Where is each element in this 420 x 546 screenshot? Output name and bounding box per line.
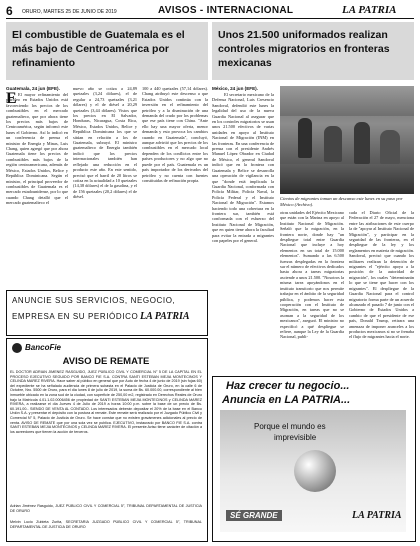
left-article-col1: El mayor refinamiento del petróleo en Estados Unidos está favoreciendo los precios de los combustibles en el mercado guatemalteco, que por ahora tiene los precios más bajos de Centroamérica, según informó este lunes el Gobierno. Así lo indicó en un conferencia de prensa el ministro de Energía y Minas, Luis Chang, quien agregó que por ahora Guatemala tiene los precios de combustibles más bajos de la región centroamericana, además de México, Estados Unidos, Belice y República Dominicana. Según el ministro, el principal proveedor de combustibles de Guatemala es el mercado estadounidense, por lo que cuando Chang detalló que el mercado guatemalteco el [6,92,68,206]
migrants-photo [280,86,414,194]
photo-caption: Cientos de migrantes toman un descanso este lunes en su paso por México (Archivo). [280,196,403,207]
promo-ad-line1: ANUNCIE SUS SERVICIOS, NEGOCIO, [12,296,176,305]
left-headline: El combustible de Guatemala es el más bajo de Centroamérica por refinamiento [12,29,185,69]
growth-ad-tagline2: imprevisible [274,433,317,442]
right-dateline: México, 24 jun (EFE). [212,86,258,91]
left-article-col2: nuevo año se cotiza a 24,89 quetzales (3,24 dólares), el de regular a 24,73 quetzales (3,21 dólares) y el de diésel a 20,29 quetzales (3,44 dólares). Vistos que los precios en El Salvador, Honduras, Nicaragua, Costa Rica, México, Estados Unidos, Belice y República Dominicana los que se sitúan en relación a los de Guatemala, subrayó. El ministro guatemalteco de Energía también indicó que los precios internacionales también han reflejado una reducción en el producto este año. En este sentido, precisó que el barril de 20 litros se cotiza en la actualidad a 10 quetzales (14,38 dólares) el de la gasolina, y el de 156 quetzales (20,2 dólares) el de diésel. [73,86,137,200]
page-number: 6 [6,4,13,18]
right-article-col2: otras unidades del Ejército Mexicano que están con la Marina en apoyo al Instituto Nacional de Migración. Señaló que la migración, en la frontera norte, donde hay "un despliegue total entre Guardia Nacional que incluye a hoy elementos en un total de 15.000 elementos". Sumando a las 6.500 fuerzas desplegadas en la frontera sur el número de efectivos dedicados hasta ahora a tareas migratorias asciende a unos 21.500. "Nosotros la misma tarea apoyándonos en el instituto transitorio que nos permite trabajar en el ámbito de la seguridad pública, y podemos hacer esta cooperación con el Instituto de Migración, en tareas que no se asoman a la seguridad de los mexicanos", aseguró. El ministro no especificó a qué despliegue se refiere, aunque la Ley de la Guardia Nacional, publi- [280,210,344,340]
left-article-col3: 100 a 440 quetzales (57,14 dólares). Chang atribuyó este descenso a que Estados Unidos continúa con la inversión en el refinamiento del petróleo y a la disminución de una demanda del crudo por los problemas que ese país tiene con China. "Ante ello hay una mayor oferta, menor demanda y esto provoca los cambios cuando en Guatemala", concluyó, aunque advirtió que los precios de los combustibles en el mercado local dependen de los conflictos entre los países productores y no algo que no puede por el país. Guatemala es un país importador de los derivados del petróleo y no cuenta con fuentes constituidas de refinación propia. [142,86,208,183]
left-dateline: Guatemala, 24 jun (EFE). [6,86,60,91]
section-title: AVISOS - INTERNACIONAL [158,5,294,16]
bank-name: BancoFie [25,343,62,352]
growth-ad-globe-icon [294,450,336,492]
promo-ad-brand: LA PATRIA [140,311,190,322]
notice-signature-1: Adrian Jiménez Rasguido, JUEZ PÚBLICO CIVIL Y COMERCIAL 5°, TRIBUNAL DEPARTAMENTAL DE JUSTICIA DE ORURO [10,504,202,513]
notice-title: AVISO DE REMATE [62,356,150,367]
growth-ad-tagline1: Porque el mundo es [254,422,326,431]
header-rule [6,18,414,19]
masthead-logo: LA PATRIA [342,4,397,16]
growth-ad-line1: Haz crecer tu negocio... [226,380,350,392]
right-article-col1: El secretario mexicano de la Defensa Nacional, Luis Cresencio Sandoval, defendió este lunes la legalidad del uso de la nueva Guardia Nacional al asegurar que en los controles migratorios se usan unos 21.500 efectivos de varias unidades en apoyo al Instituto Nacional de Migración (INM) en las fronteras. En una conferencia de prensa con el presidente Andrés Manuel López Obrador en Ciudad de México, el general Sandoval indicó que en la frontera con Guatemala y Belice se desarrolla una operación de vigilancia en la que "donde está implicada la Guardia Nacional, conformada con Policía Militar, Policía Naval, la Policía Federal y el Instituto Nacional de Migración". Estamos haciendo todo una cobertura en la frontera sur, también está conformada con el esfuerzo del Instituto Nacional de Migración, que en quien tiene ahora la facultad para evitar la entrada a migrantes con papeles por el general. [212,92,274,243]
right-article-col3: cada el Diario Oficial de la Federación el 27 de mayo, menciona entre las atribuciones de este cuerpo la de "apoyar al Instituto Nacional de Migración", y participar en la seguridad de las fronteras, en el despliegue de la ley y los reglamentos en materia de migración. Sandoval, precisó que cuando los militares realizan la detención de migrantes el "ejército apoya a la posición de la autoridad de migración", los cuales "determinarán lo que se tiene que hacer con los migrantes". El despliegue de la Guardia Nacional para el control migratorio forma parte de un acuerdo alcanzado el pasado 7 de junio con el Gobierno de Estados Unidos a cambio de que el presidente de ese país, Donald Trump, retirara una amenaza de imponer aranceles a los productos mexicanos si no se frenaba el flujo de migrantes hacia el norte. [349,210,414,340]
growth-ad-badge: SÉ GRANDE [226,510,282,521]
bank-logo-icon [12,343,22,353]
notice-body: EL DOCTOR ADRIAN JIMENEZ RASGUIDO, JUEZ PÚBLICO CIVIL Y COMERCIAL N° 5 DE LA CAPITAL EN EL PROCESO EJECUTIVO SEGUIDO POR BANCO FIE S.A. CONTRA SANTI ESTEBAN MEJIA MONTECINOS Y CELINDA MAREZ RIVERA. Hace saber al público en general que por Auto de fecha 4 de junio de 2019 (sin fojas 60) del expediente se ha señalado audiencia de primera subasta en el Palacio de Justicia de Oruro, en la calle 6 de Octubre, Nro. 5500 de Oruro, para el día lunes 8 de julio de 2019, la suma de Bs. 60.000.00, correspondiente al bien inmueble ubicado en la zona sud de la ciudad, con superficie de 250,00 m2, registrado en Derechos Reales de Oruro bajo la Matrícula 4.01.1.02.0006456 de propiedad de SANTI ESTEBAN MEJIA MONTECINOS y CELINDA MAREZ RIVERA, a realizarse el día Jueves 4 de Julio de 2019 a horas 10:00 p.m. sobre la base de un precio de Bs. 60.191,00.- SIENDO DE VENTA AL CONTADO. Los interesados deberán depositar el 20% de la base en el Banco Unión S.A. y presentar el depósito con la postura al remate. Este remate será realizado por el Juzgado Público Civil y Comercial N° 5, Palacio de Justicia de Oruro. Se hace constar que no existen gravámenes adicionales al precio de venta. AVISO DE REMATE que por una sola vez se publica. EJECUTIVO, instaurado por BANCO FIE S.A. contra SANTI ESTEBAN MEJIA MONTECINOS y CELINDA MAREZ RIVERA. El presente Aviso tiene carácter de citación a los acreedores que tienen la acción de terceros. [10,370,202,434]
promo-ad-line2: EMPRESA EN SU PERIÓDICO [12,312,139,321]
growth-ad-line2: Anuncia en LA PATRIA... [222,394,351,406]
notice-signature-2: Melvin Lucio Zubieta Zurita, SECRETARIA JUZGADO PÚBLICO CIVIL Y COMERCIAL 5°, TRIBUNAL DEPARTAMENTAL DE JUSTICIA DE ORURO [10,520,202,529]
date-line: ORURO, MARTES 25 DE JUNIO DE 2019 [22,9,117,15]
right-headline: Unos 21.500 uniformados realizan controles migratorios en fronteras mexicanas [218,29,390,69]
growth-ad-brand: LA PATRIA [352,510,402,521]
left-dropcap: E [6,90,17,107]
